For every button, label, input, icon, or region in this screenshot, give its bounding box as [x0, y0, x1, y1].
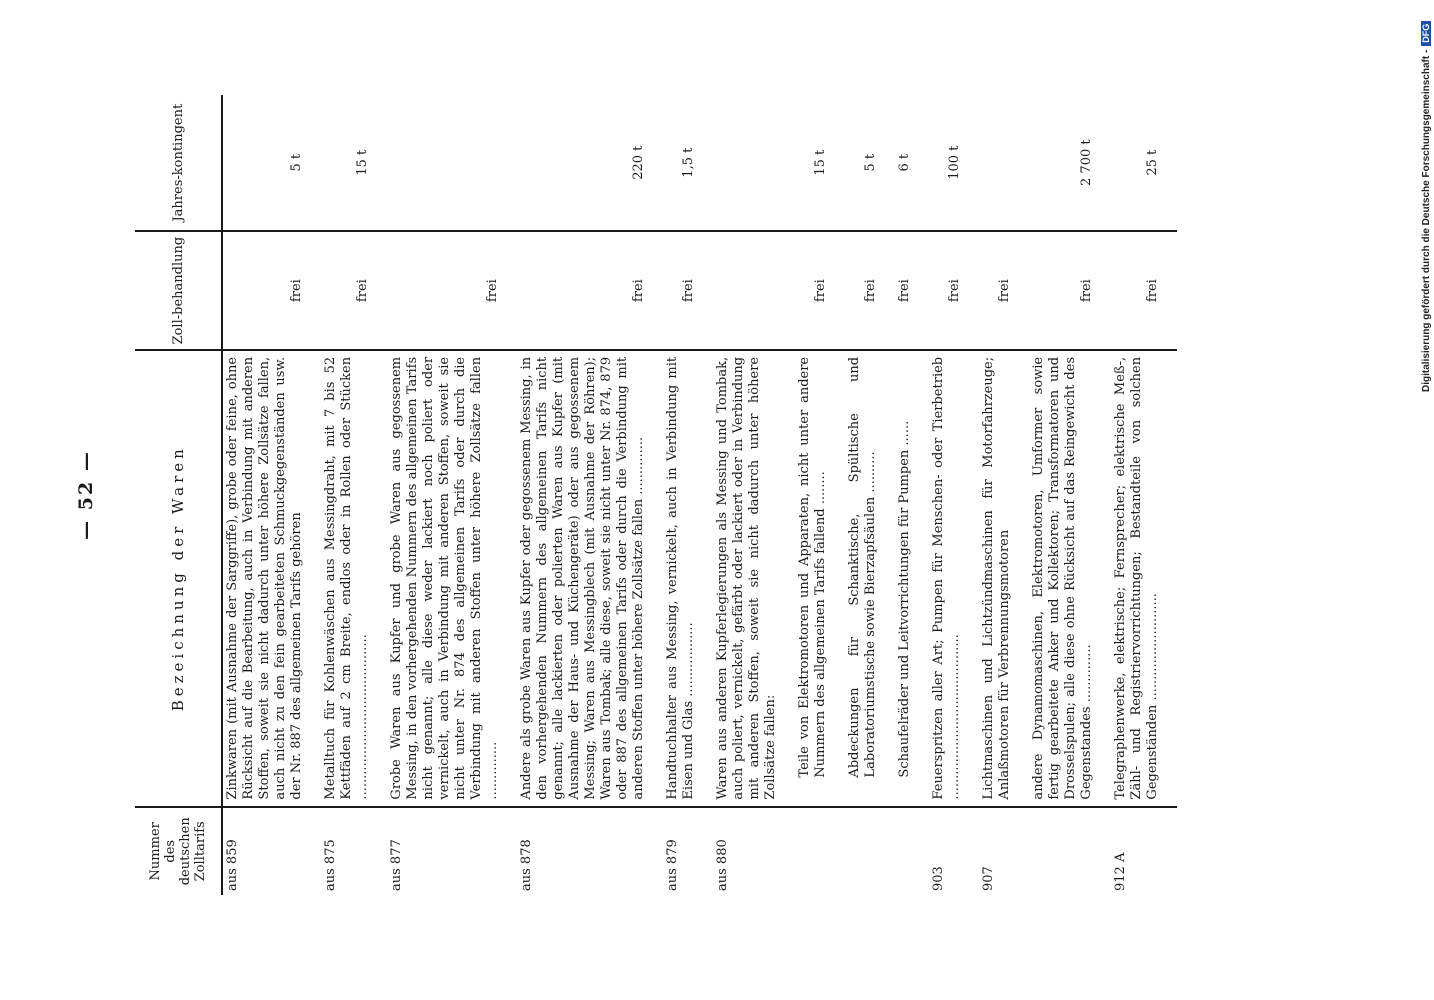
tariff-number-cell	[895, 807, 915, 895]
tariff-number-cell-text: 907	[981, 866, 996, 891]
tariff-number-cell-text: aus 877	[389, 839, 404, 891]
tariff-number-cell	[979, 807, 1015, 895]
table-row	[979, 95, 1015, 895]
spacer-cell	[781, 231, 795, 350]
row-spacer	[503, 95, 517, 895]
spacer-cell	[1163, 95, 1177, 231]
row-spacer	[965, 95, 979, 895]
digitization-credit	[1421, 21, 1432, 392]
spacer-cell	[881, 231, 895, 350]
credit-text: Digitalisierung gefördert durch die Deutsche Forschungsgemeinschaft -	[1421, 49, 1432, 392]
table-row	[1029, 95, 1097, 895]
duty-cell-text: frei	[1145, 279, 1160, 303]
goods-description-cell-text: Lichtmaschinen und Lichtzündmaschinen für Motorfahrzeuge; Anlaßmotoren für Verbrennungsmotoren	[981, 356, 1012, 800]
duty-cell-text: frei	[947, 279, 962, 303]
tariff-number-cell	[795, 807, 831, 895]
table-row	[222, 95, 307, 895]
duty-cell-text: frei	[355, 279, 370, 303]
goods-description-cell	[387, 350, 503, 807]
table-row	[713, 95, 781, 895]
spacer-cell	[307, 231, 321, 350]
tariff-number-cell	[222, 807, 307, 895]
row-spacer	[699, 95, 713, 895]
tariff-number-cell-text: aus 875	[323, 839, 338, 891]
tariff-number-cell	[517, 807, 649, 895]
tariff-number-cell	[1111, 807, 1163, 895]
goods-description-cell	[713, 350, 781, 807]
duty-cell	[663, 231, 699, 350]
spacer-cell	[1163, 807, 1177, 895]
spacer-cell	[881, 95, 895, 231]
spacer-cell	[915, 807, 929, 895]
quota-cell-text: 2 700 t	[1079, 139, 1094, 186]
spacer-cell	[373, 807, 387, 895]
table-row	[321, 95, 373, 895]
spacer-cell	[1015, 231, 1029, 350]
table-row	[795, 95, 831, 895]
quota-cell	[713, 95, 781, 231]
quota-cell	[387, 95, 503, 231]
row-spacer	[781, 95, 795, 895]
spacer-cell	[1097, 95, 1111, 231]
spacer-cell	[503, 95, 517, 231]
tariff-number-cell	[321, 807, 373, 895]
duty-cell	[517, 231, 649, 350]
spacer-cell	[831, 231, 845, 350]
quota-cell	[1029, 95, 1097, 231]
duty-cell-text: frei	[485, 279, 500, 303]
table-row	[387, 95, 503, 895]
spacer-cell	[1097, 231, 1111, 350]
table-row	[895, 95, 915, 895]
header-quota: Jahres-kontingent	[135, 95, 222, 231]
tariff-number-cell	[713, 807, 781, 895]
goods-description-cell-text: Andere als grobe Waren aus Kupfer oder gegossenem Messing, in den vorhergehenden Nummern des allgemeinen Tarifs nicht genannt; alle lackierten oder polierten Waren aus Kupfer (mit Ausnahme der Haus- und Küchengeräte) oder aus gegossenem Messing; Waren aus Messingblech (mit Ausnahme der Röhren); Waren aus Tombak; alle diese, soweit sie nicht unter Nr. 874, 879 oder 887 des allgemeinen Tarifs oder durch die Verbindung mit anderen Stoffen unter höhere Zollsätze fallen ..............	[519, 356, 646, 800]
quota-cell-text: 25 t	[1145, 149, 1160, 176]
spacer-cell	[881, 350, 895, 807]
table-row	[1111, 95, 1163, 895]
spacer-cell	[307, 807, 321, 895]
quota-cell-text: 5 t	[863, 153, 878, 172]
spacer-cell	[307, 350, 321, 807]
quota-cell	[795, 95, 831, 231]
spacer-cell	[1163, 350, 1177, 807]
duty-cell-text: frei	[997, 279, 1012, 303]
quota-cell-text: 15 t	[813, 149, 828, 176]
spacer-cell	[1097, 807, 1111, 895]
duty-cell	[895, 231, 915, 350]
spacer-cell	[915, 95, 929, 231]
tariff-number-cell	[845, 807, 881, 895]
goods-description-cell	[1111, 350, 1163, 807]
spacer-cell	[373, 95, 387, 231]
tariff-table	[135, 95, 1177, 895]
goods-description-cell	[517, 350, 649, 807]
quota-cell	[1111, 95, 1163, 231]
header-number: Nummer des deutschen Zolltarifs	[135, 807, 222, 895]
spacer-cell	[373, 231, 387, 350]
quota-cell-text: 15 t	[355, 149, 370, 176]
spacer-cell	[965, 807, 979, 895]
row-spacer	[649, 95, 663, 895]
tariff-number-cell-text: aus 880	[715, 839, 730, 891]
spacer-cell	[781, 350, 795, 807]
spacer-cell	[503, 807, 517, 895]
duty-cell-text: frei	[289, 279, 304, 303]
goods-description-cell-text: Teile von Elektromotoren und Apparaten, nicht unter andere Nummern des allgemeinen Tarifs fallend ........	[797, 356, 828, 778]
duty-cell	[713, 231, 781, 350]
duty-cell-text: frei	[1079, 279, 1094, 303]
quota-cell-text: 100 t	[947, 145, 962, 180]
spacer-cell	[699, 350, 713, 807]
spacer-cell	[1015, 807, 1029, 895]
spacer-cell	[1015, 350, 1029, 807]
quota-cell-text: 1,5 t	[681, 147, 696, 178]
goods-description-cell-text: Abdeckungen für Schanktische, Spültische und Laboratoriumstische sowie Bierzapfsäulen ..........	[847, 356, 878, 778]
goods-description-cell-text: Feuerspritzen aller Art; Pumpen für Menschen- oder Tierbetrieb ........................................	[931, 356, 962, 800]
spacer-cell	[781, 95, 795, 231]
quota-cell-text: 220 t	[631, 145, 646, 180]
duty-cell	[845, 231, 881, 350]
table-header-row	[135, 95, 222, 895]
spacer-cell	[965, 350, 979, 807]
spacer-cell	[503, 350, 517, 807]
spacer-cell	[699, 231, 713, 350]
duty-cell	[387, 231, 503, 350]
spacer-cell	[831, 95, 845, 231]
tariff-number-cell-text: aus 859	[225, 839, 240, 891]
row-spacer	[881, 95, 895, 895]
spacer-cell	[649, 231, 663, 350]
quota-cell	[517, 95, 649, 231]
spacer-cell	[699, 807, 713, 895]
duty-cell	[1111, 231, 1163, 350]
quota-cell	[929, 95, 965, 231]
table-row	[845, 95, 881, 895]
duty-cell-text: frei	[863, 279, 878, 303]
table-body	[222, 95, 1177, 895]
spacer-cell	[649, 807, 663, 895]
duty-cell-text: frei	[813, 279, 828, 303]
spacer-cell	[1163, 231, 1177, 350]
tariff-number-cell	[663, 807, 699, 895]
goods-description-cell	[795, 350, 831, 807]
row-spacer	[1163, 95, 1177, 895]
duty-cell	[222, 231, 307, 350]
goods-description-cell-text: Telegraphenwerke, elektrische; Fernsprecher; elektrische Meß-, Zähl- und Registriervorrichtungen; Bestandteile von solchen Gegenständen ..........................	[1113, 356, 1160, 800]
goods-description-cell	[663, 350, 699, 807]
row-spacer	[373, 95, 387, 895]
spacer-cell	[831, 350, 845, 807]
spacer-cell	[965, 231, 979, 350]
duty-cell	[929, 231, 965, 350]
quota-cell-text: 6 t	[897, 153, 912, 172]
spacer-cell	[965, 95, 979, 231]
goods-description-cell	[845, 350, 881, 807]
spacer-cell	[699, 95, 713, 231]
tariff-number-cell	[1029, 807, 1097, 895]
duty-cell	[795, 231, 831, 350]
row-spacer	[831, 95, 845, 895]
table-row	[929, 95, 965, 895]
goods-description-cell-text: Schaufelräder und Leitvorrichtungen für Pumpen ......	[897, 420, 912, 778]
spacer-cell	[1097, 350, 1111, 807]
spacer-cell	[781, 807, 795, 895]
spacer-cell	[915, 231, 929, 350]
goods-description-cell	[321, 350, 373, 807]
goods-description-cell-text: Metalltuch für Kohlenwäschen aus Messingdraht, mit 7 bis 52 Kettfäden auf 2 cm Breite, endlos oder in Rollen oder Stücken ........................................	[323, 356, 370, 800]
row-spacer	[307, 95, 321, 895]
quota-cell	[845, 95, 881, 231]
goods-description-cell-text: Handtuchhalter aus Messing, vernickelt, auch in Verbindung mit Eisen und Glas ..................	[665, 356, 696, 800]
spacer-cell	[881, 807, 895, 895]
header-description: Bezeichnung der Waren	[135, 350, 222, 807]
quota-cell	[895, 95, 915, 231]
quota-cell	[222, 95, 307, 231]
quota-cell	[321, 95, 373, 231]
header-duty: Zoll-behandlung	[135, 231, 222, 350]
spacer-cell	[1015, 95, 1029, 231]
rotated-page	[75, 95, 1290, 895]
page-number: — 52 —	[75, 450, 97, 540]
goods-description-cell	[222, 350, 307, 807]
goods-description-cell-text: Waren aus anderen Kupferlegierungen als Messing und Tombak, auch poliert, vernickelt, gefärbt oder lackiert oder in Verbindung mit anderen Stoffen, soweit sie nicht dadurch unter höhere Zollsätze fallen:	[715, 356, 778, 800]
spacer-cell	[649, 350, 663, 807]
spacer-cell	[373, 350, 387, 807]
goods-description-cell	[929, 350, 965, 807]
tariff-number-cell	[929, 807, 965, 895]
goods-description-cell-text: Grobe Waren aus Kupfer und grobe Waren aus gegossenem Messing, in den vorhergehenden Nummern des allgemeinen Tarifs nicht genannt; alle diese weder lackiert noch poliert oder vernickelt, auch in Verbindung mit anderen Stoffen, soweit sie nicht unter Nr. 874 des allgemeinen Tarifs oder durch die Verbindung mit anderen Stoffen unter höhere Zollsätze fallen ..............	[389, 356, 500, 800]
spacer-cell	[915, 350, 929, 807]
goods-description-cell	[1029, 350, 1097, 807]
quota-cell	[979, 95, 1015, 231]
duty-cell-text: frei	[897, 279, 912, 303]
goods-description-cell	[979, 350, 1015, 807]
tariff-number-cell-text: 903	[931, 866, 946, 891]
duty-cell-text: frei	[631, 279, 646, 303]
duty-cell-text: frei	[681, 279, 696, 303]
tariff-number-cell-text: aus 879	[665, 839, 680, 891]
quota-cell	[663, 95, 699, 231]
goods-description-cell	[895, 350, 915, 807]
row-spacer	[1097, 95, 1111, 895]
spacer-cell	[503, 231, 517, 350]
duty-cell	[979, 231, 1015, 350]
goods-description-cell-text: andere Dynamomaschinen, Elektromotoren, Umformer sowie fertig gearbeitete Anker und Kollektoren; Transformatoren und Drosselspulen; alle diese ohne Rücksicht auf das Reingewicht des Gegenstandes ..............	[1031, 356, 1094, 800]
quota-cell-text: 5 t	[289, 153, 304, 172]
spacer-cell	[649, 95, 663, 231]
duty-cell	[321, 231, 373, 350]
tariff-number-cell	[387, 807, 503, 895]
dfg-logo: DFG	[1421, 21, 1431, 46]
tariff-number-cell-text: 912 A	[1113, 852, 1128, 891]
goods-description-cell-text: Zinkwaren (mit Ausnahme der Sarggriffe), grobe oder feine, ohne Rücksicht auf die Bearbeitung, auch in Verbindung mit anderen Stoffen, soweit sie nicht dadurch unter höhere Zollsätze fallen, auch nicht zu den fein gearbeiteten Schmuckgegenständen usw. der Nr. 887 des allgemeinen Tarifs gehören	[225, 356, 304, 800]
table-row	[663, 95, 699, 895]
row-spacer	[1015, 95, 1029, 895]
spacer-cell	[831, 807, 845, 895]
table-row	[517, 95, 649, 895]
tariff-number-cell-text: aus 878	[519, 839, 534, 891]
row-spacer	[915, 95, 929, 895]
duty-cell	[1029, 231, 1097, 350]
spacer-cell	[307, 95, 321, 231]
